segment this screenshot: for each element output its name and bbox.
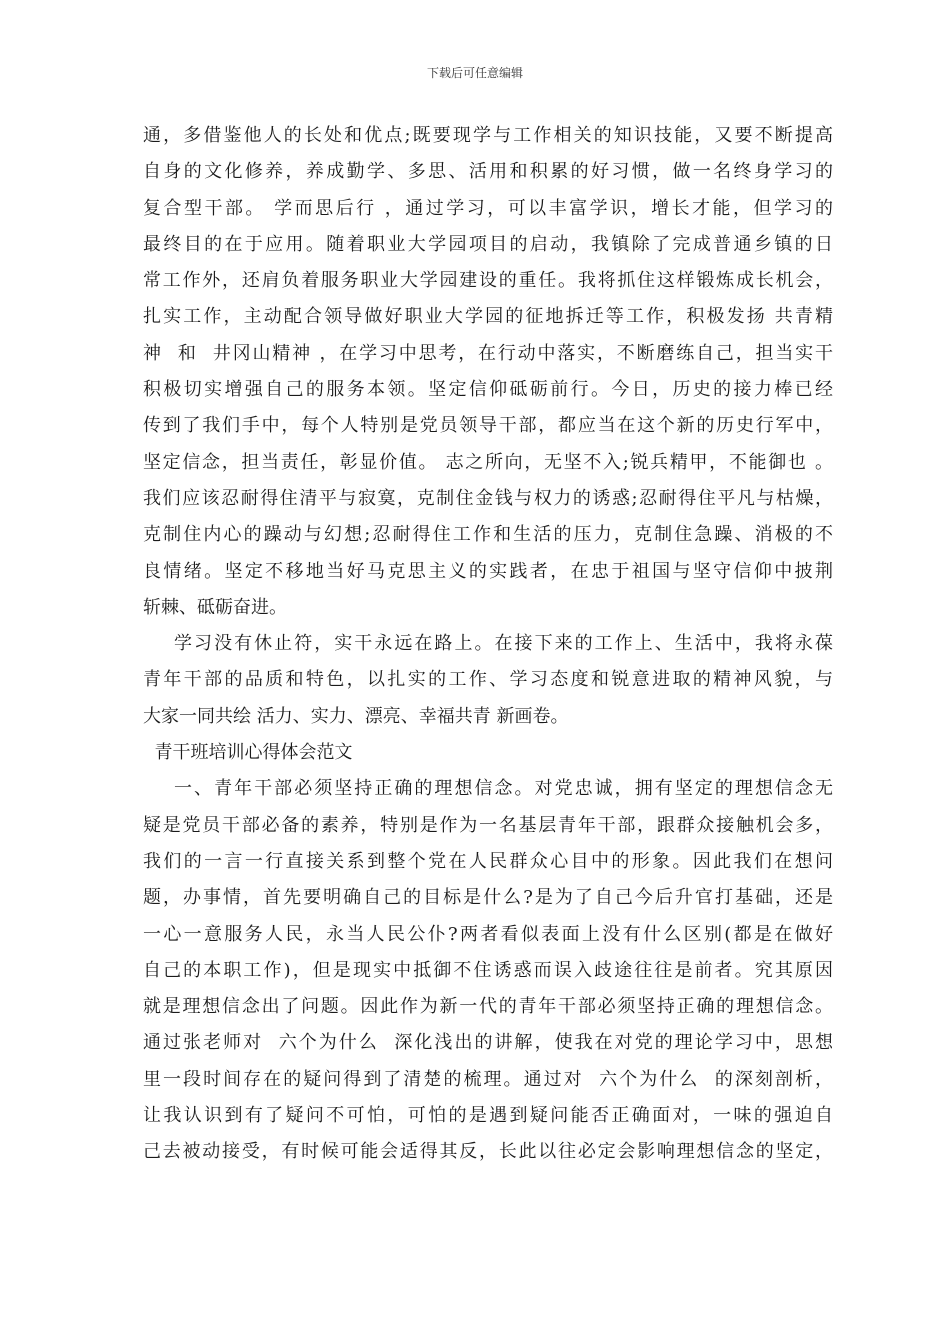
- text-line: 传到了我们手中，每个人特别是党员领导干部，都应当在这个新的历史行军中，: [143, 415, 833, 437]
- text-line: 一、青年干部必须坚持正确的理想信念。对党忠诚，拥有坚定的理想信念无: [143, 778, 833, 800]
- text-line: 一心一意服务人民，永当人民公仆?两者看似表面上没有什么区别(都是在做好: [143, 923, 833, 945]
- text-line: 扎实工作，主动配合领导做好职业大学园的征地拆迁等工作，积极发扬 共青精: [143, 306, 833, 328]
- text-line: 自己的本职工作)，但是现实中抵御不住诱惑而误入歧途往往是前者。究其原因: [143, 959, 833, 981]
- text-line: 我们应该忍耐得住清平与寂寞，克制住金钱与权力的诱惑;忍耐得住平凡与枯燥，: [143, 487, 833, 509]
- text-line: 常工作外，还肩负着服务职业大学园建设的重任。我将抓住这样锻炼成长机会，: [143, 270, 833, 292]
- section-heading: 青干班培训心得体会范文: [143, 742, 353, 764]
- document-body: [143, 118, 833, 1171]
- text-line: 题，办事情，首先要明确自己的目标是什么?是为了自己今后升官打基础，还是: [143, 887, 833, 909]
- text-line: 通过张老师对 六个为什么 深化浅出的讲解，使我在对党的理论学习中，思想: [143, 1032, 833, 1054]
- text-line: 通，多借鉴他人的长处和优点;既要现学与工作相关的知识技能，又要不断提高: [143, 125, 833, 146]
- text-line: 最终目的在于应用。随着职业大学园项目的启动，我镇除了完成普通乡镇的日: [143, 233, 833, 255]
- page-header: 下载后可任意编辑: [426, 66, 523, 80]
- text-line: 青年干部的品质和特色，以扎实的工作、学习态度和锐意进取的精神风貌，与: [143, 669, 833, 691]
- text-line: 坚定信念，担当责任，彰显价值。 志之所向，无坚不入;锐兵精甲，不能御也 。: [143, 451, 833, 473]
- text-line: 克制住内心的躁动与幻想;忍耐得住工作和生活的压力，克制住急躁、消极的不: [143, 524, 833, 546]
- text-line: 积极切实增强自己的服务本领。坚定信仰砥砺前行。今日，历史的接力棒已经: [143, 379, 833, 401]
- text-line: 良情绪。坚定不移地当好马克思主义的实践者，在忠于祖国与坚守信仰中披荆: [143, 560, 833, 582]
- text-line: 学习没有休止符，实干永远在路上。在接下来的工作上、生活中，我将永葆: [143, 633, 833, 655]
- text-line: 己去被动接受，有时候可能会适得其反，长此以往必定会影响理想信念的坚定，: [143, 1141, 833, 1163]
- text-line: 斩棘、砥砺奋进。: [143, 596, 287, 618]
- text-line: 神 和 井冈山精神 ，在学习中思考，在行动中落实，不断磨练自己，担当实干: [143, 342, 833, 364]
- text-line: 让我认识到有了疑问不可怕，可怕的是遇到疑问能否正确面对，一味的强迫自: [143, 1105, 833, 1127]
- text-line: 我们的一言一行直接关系到整个党在人民群众心目中的形象。因此我们在想问: [143, 850, 833, 872]
- text-line: 大家一同共绘 活力、实力、漂亮、幸福共青 新画卷。: [143, 705, 569, 727]
- text-line: 疑是党员干部必备的素养，特别是作为一名基层青年干部，跟群众接触机会多，: [143, 814, 833, 836]
- text-line: 自身的文化修养，养成勤学、多思、活用和积累的好习惯，做一名终身学习的: [143, 161, 833, 183]
- text-line: 复合型干部。 学而思后行 ，通过学习，可以丰富学识，增长才能，但学习的: [143, 197, 833, 219]
- text-line: 里一段时间存在的疑问得到了清楚的梳理。通过对 六个为什么 的深刻剖析，: [143, 1068, 833, 1090]
- text-line: 就是理想信念出了问题。因此作为新一代的青年干部必须坚持正确的理想信念。: [143, 996, 833, 1018]
